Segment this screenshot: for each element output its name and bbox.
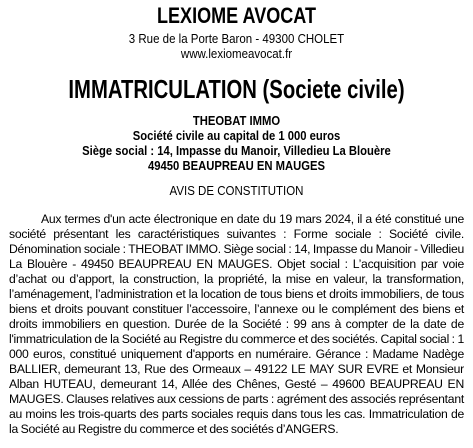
company-seat-line-2: 49450 BEAUPREAU EN MAUGES <box>148 159 325 173</box>
notice-title: IMMATRICULATION (Societe civile) <box>68 74 405 104</box>
company-capital: Société civile au capital de 1 000 euros <box>132 129 341 143</box>
company-header <box>9 114 464 174</box>
section-heading: AVIS DE CONSTITUTION <box>169 184 304 198</box>
law-firm-address: 3 Rue de la Porte Baron - 49300 CHOLET <box>128 32 345 46</box>
law-firm-website: www.lexiomeavocat.fr <box>180 47 293 61</box>
law-firm-name: LEXIOME AVOCAT <box>156 3 317 28</box>
notice-body-paragraph: Aux termes d'un acte électronique en date du 19 mars 2024, il a été constitué une société présentant les caractéristiques suivantes : Forme sociale : Société civile. Dénomination sociale : THEOBAT IMMO. Siège social : 14, Impasse du Manoir - Villedieu La Blouère - 49450 BEAUPREAU EN MAUGES. Objet social : L’acquisition par voie d’achat ou d’apport, la construction, la propriété, la mise en valeur, la transformation, l’aménagement, l’administration et la location de tous biens et droits immobiliers, de tous biens et droits pouvant constituer l’accessoire, l’annexe ou le complément des biens et droits immobiliers en question. Durée de la Société : 99 ans à compter de la date de l'immatriculation de la Société au Registre du commerce et des sociétés. Capital social : 1 000 euros, constitué uniquement d'apports en numéraire. Gérance : Madame Nadège BALLIER, demeurant 13, Rue des Ormeaux – 49122 LE MAY SUR EVRE et Monsieur Alban HUTEAU, demeurant 14, Allée des Chênes, Gesté – 49600 BEAUPREAU EN MAUGES. Clauses relatives aux cessions de parts : agrément des associés représentant au moins les trois-quarts des parts sociales requis dans tous les cas. Immatriculation de la Société au Registre du commerce et des sociétés d’ANGERS. <box>9 212 464 436</box>
company-name: THEOBAT IMMO <box>192 114 281 128</box>
legal-notice-page <box>0 4 473 448</box>
company-seat-line-1: Siège social : 14, Impasse du Manoir, Villedieu La Blouère <box>82 144 391 158</box>
